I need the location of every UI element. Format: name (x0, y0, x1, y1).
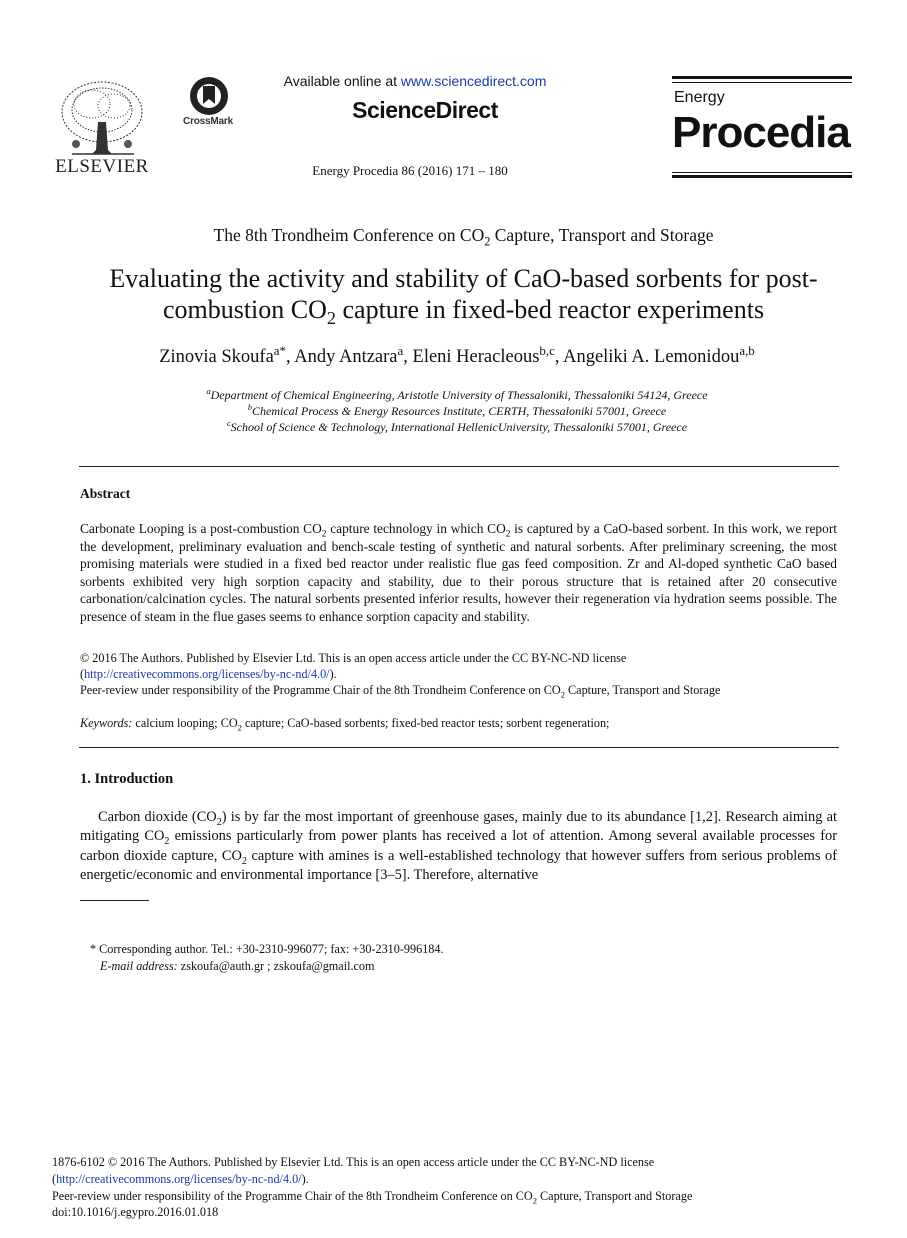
intro-sub: 2 (164, 836, 170, 848)
abstract-heading: Abstract (80, 486, 131, 501)
affiliation-b (0, 404, 907, 419)
author-sep: , (286, 347, 295, 367)
peer-review-line (80, 682, 837, 698)
author-sep: , (403, 347, 413, 367)
available-online-prefix: Available online at (283, 73, 401, 89)
corresponding-author: * Corresponding author. Tel.: +30-2310-996077; fax: +30-2310-996184. (90, 942, 444, 956)
abstract-text (80, 520, 837, 626)
title-part1: Evaluating the activity and stability of CaO-based sorbents for post-combustion CO (109, 264, 818, 324)
abstract-p2: capture technology in which CO (326, 521, 506, 536)
copyright-notice (80, 650, 837, 698)
sciencedirect-link[interactable]: www.sciencedirect.com (400, 73, 547, 89)
author-name: Andy Antzara (294, 347, 398, 367)
intro-t3: emissions particularly from power plants has received a lot of attention. Among several available processes for carbon dioxide capture, CO (80, 828, 837, 864)
email-label: E-mail address: (100, 959, 178, 973)
peer-review-suffix: Capture, Transport and Storage (565, 682, 721, 697)
intro-t4: capture with amines is a well-established technology that however suffers from serious problems of energetic/economic and environmental importance [3–5]. Therefore, alternative (80, 847, 837, 884)
author-sup: b,c (539, 342, 555, 358)
publisher-name: ELSEVIER (55, 156, 149, 177)
intro-sub: 2 (241, 855, 247, 867)
email-value[interactable]: zskoufa@auth.gr ; zskoufa@gmail.com (177, 959, 375, 973)
paren: ). (301, 1171, 309, 1186)
conference-prefix: The 8th Trondheim Conference on CO (213, 225, 485, 245)
available-online (260, 73, 570, 89)
divider (79, 747, 839, 748)
affiliation-sup: c (226, 419, 231, 428)
author-sup: a,b (739, 342, 755, 358)
author-name: Zinovia Skoufa (159, 347, 274, 367)
author-name: Eleni Heracleous (412, 347, 540, 367)
intro-t2: ) is by far the most important of greenhouse gases, mainly due to its abundance [1,2]. Research aiming at mitigating CO (80, 809, 837, 845)
affiliation-c (0, 420, 907, 435)
footer-peer-review (52, 1188, 852, 1205)
affiliation-sup: a (206, 387, 211, 396)
author-sup: a (397, 342, 404, 358)
affiliation-text: Department of Chemical Engineering, Aristotle University of Thessaloniki, Thessaloniki 54124, Greece (210, 388, 708, 402)
footer-license-line (52, 1171, 852, 1188)
license-link[interactable]: http://creativecommons.org/licenses/by-nc-nd/4.0/ (84, 666, 330, 681)
footnote (90, 941, 444, 975)
peer-review-prefix: Peer-review under responsibility of the Programme Chair of the 8th Trondheim Conference on CO (80, 682, 561, 697)
license-line (80, 666, 837, 682)
title-part2: capture in fixed-bed reactor experiments (335, 295, 765, 324)
peer-review-sub: 2 (560, 689, 565, 699)
abstract-section (80, 520, 837, 731)
author-name: Angeliki A. Lemonidou (563, 347, 740, 367)
conference-name (0, 225, 907, 249)
abstract-sub: 2 (321, 529, 327, 540)
affiliation-a (0, 388, 907, 403)
affiliation-text: School of Science & Technology, International HellenicUniversity, Thessaloniki 57001, Greece (230, 420, 688, 434)
keywords (80, 715, 837, 731)
paren: ( (52, 1171, 57, 1186)
keywords-sub: 2 (237, 722, 242, 732)
intro-t1: Carbon dioxide (CO (98, 809, 217, 825)
title-sub: 2 (326, 308, 336, 329)
crossmark-label: CrossMark (183, 116, 233, 127)
author-list (0, 342, 907, 368)
footer-license-link[interactable]: http://creativecommons.org/licenses/by-nc-nd/4.0/ (56, 1171, 302, 1186)
journal-reference: Energy Procedia 86 (2016) 171 – 180 (312, 163, 508, 178)
affiliation-text: Chemical Process & Energy Resources Institute, CERTH, Thessaloniki 57001, Greece (252, 404, 667, 418)
sciencedirect-wordmark: ScienceDirect (352, 97, 498, 123)
abstract-p1: Carbonate Looping is a post-combustion CO (80, 521, 322, 536)
paren: ). (329, 666, 337, 681)
intro-sub: 2 (216, 816, 222, 828)
page-footer (52, 1154, 852, 1221)
keywords-b: capture; CaO-based sorbents; fixed-bed reactor tests; sorbent regeneration; (241, 715, 610, 730)
keywords-a: calcium looping; CO (132, 715, 238, 730)
paren: ( (80, 666, 85, 681)
footer-peer-sub: 2 (532, 1195, 537, 1206)
conference-sub: 2 (484, 234, 491, 249)
email-line (90, 958, 444, 975)
copyright-text: © 2016 The Authors. Published by Elsevier Ltd. This is an open access article under the CC BY-NC-ND license (80, 650, 627, 665)
abstract-p3: is captured by a CaO-based sorbent. In this work, we report the development, preliminary evaluation and bench-scale testing of synthetic and natural sorbents. After preliminary screening, the most promising materials were studied in a fixed bed reactor under realistic flue gas feed composition. Zr and Al-doped synthetic CaO based sorbents exhibited very high sorption capacity and stability, due to their porous structure that is retained after 20 consecutive carbonation/calcination cycles. The natural sorbents presented inferior results, however their regeneration via hydration seems possible. The presence of steam in the flue gases seems to enhance sorption capacity and stability. (80, 521, 837, 624)
author-sep: , (554, 347, 564, 367)
paper-title (60, 263, 867, 329)
affiliation-sup: b (247, 403, 253, 412)
footer-copyright: 1876-6102 © 2016 The Authors. Published by Elsevier Ltd. This is an open access article under the CC BY-NC-ND license (52, 1155, 655, 1169)
journal-logo-energy: Energy (674, 89, 725, 106)
introduction-heading: 1. Introduction (80, 771, 174, 787)
author-sup: a* (273, 342, 287, 358)
doi[interactable]: doi:10.1016/j.egypro.2016.01.018 (52, 1205, 219, 1220)
abstract-sub: 2 (505, 529, 511, 540)
divider (79, 466, 839, 467)
footnote-rule (80, 900, 149, 901)
keywords-label: Keywords: (80, 715, 133, 730)
conference-suffix: Capture, Transport and Storage (490, 225, 714, 245)
footer-peer-suffix: Capture, Transport and Storage (537, 1188, 693, 1203)
footer-peer-prefix: Peer-review under responsibility of the Programme Chair of the 8th Trondheim Conference on CO (52, 1188, 533, 1203)
introduction-text (80, 808, 837, 886)
journal-logo-procedia: Procedia (672, 108, 850, 157)
